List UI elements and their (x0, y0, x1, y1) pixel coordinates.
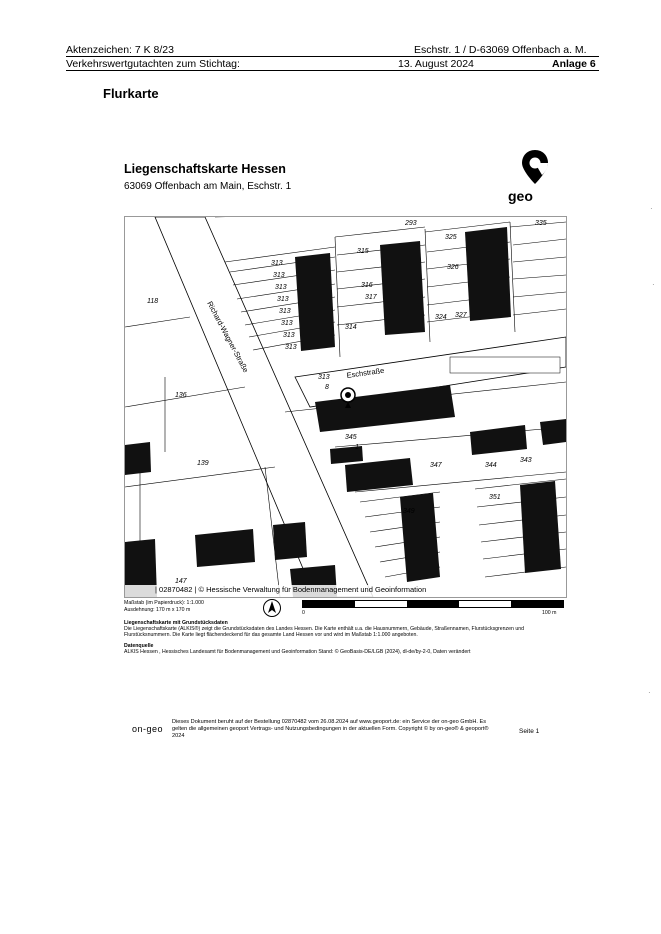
svg-text:313: 313 (279, 308, 291, 315)
report-date: 13. August 2024 (398, 58, 474, 70)
legend-heading: Liegenschaftskarte mit Grundstücksdaten (124, 620, 228, 626)
legend-body: Die Liegenschaftskarte (ALKIS®) zeigt die Grundstücksdaten des Landes Hessen. Die Karte enthält u.a. die Hausnummern, Gebäude, Straßennamen, Flurstücksgrenzen und Flurstücksnummern. Die Karte liegt flächendeckend für das gesamte Land Hessen vor und wird im Maßstab 1:1.000 angeboten. (124, 626, 525, 638)
svg-text:313: 313 (277, 296, 289, 303)
geo-logo-icon (520, 148, 550, 188)
svg-text:349: 349 (403, 508, 415, 515)
report-subject: Verkehrswertgutachten zum Stichtag: (66, 58, 240, 70)
scale-bar (302, 600, 564, 608)
svg-text:326: 326 (447, 264, 459, 271)
header-divider (66, 56, 599, 57)
svg-text:327: 327 (455, 312, 467, 319)
svg-text:335: 335 (535, 220, 547, 227)
svg-text:324: 324 (435, 314, 447, 321)
scale-zero: 0 (302, 610, 305, 616)
property-address: Eschstr. 1 / D-63069 Offenbach a. M. (414, 44, 587, 56)
svg-text:315: 315 (357, 248, 369, 255)
svg-text:351: 351 (489, 494, 501, 501)
svg-text:345: 345 (345, 434, 357, 441)
svg-text:313: 313 (273, 272, 285, 279)
doc-title: Liegenschaftskarte Hessen (124, 162, 286, 176)
svg-text:147: 147 (175, 578, 187, 585)
svg-text:Eschstraße: Eschstraße (346, 365, 385, 380)
extent-label: Ausdehnung: 170 m x 170 m (124, 607, 191, 613)
svg-text:347: 347 (430, 462, 442, 469)
scan-mark: · (652, 280, 655, 289)
svg-text:313: 313 (271, 260, 283, 267)
page-number: Seite 1 (519, 728, 540, 735)
svg-text:139: 139 (197, 460, 209, 467)
north-arrow-icon (262, 598, 282, 618)
svg-text:118: 118 (147, 298, 159, 305)
svg-text:313: 313 (285, 344, 297, 351)
svg-text:317: 317 (365, 294, 377, 301)
file-reference: Aktenzeichen: 7 K 8/23 (66, 44, 174, 56)
scale-label: Maßstab (im Papierdruck): 1:1.000 (124, 600, 204, 606)
doc-address: 63069 Offenbach am Main, Eschstr. 1 (124, 181, 292, 192)
geo-logo-text: geo (508, 188, 533, 204)
source-heading: Datenquelle (124, 643, 154, 649)
svg-text:136: 136 (175, 392, 187, 399)
map-copyright: | 02870482 | © Hessische Verwaltung für Bodenmanagement und Geoinformation (155, 585, 427, 594)
svg-text:313: 313 (283, 332, 295, 339)
svg-text:314: 314 (345, 324, 357, 331)
svg-text:8: 8 (325, 384, 329, 391)
svg-text:343: 343 (520, 457, 532, 464)
cadastral-map[interactable] (124, 216, 567, 598)
scan-mark: · (648, 688, 651, 697)
svg-text:325: 325 (445, 234, 457, 241)
svg-text:313: 313 (318, 374, 330, 381)
svg-text:344: 344 (485, 462, 497, 469)
svg-text:316: 316 (361, 282, 373, 289)
ongeo-logo: on-geo (132, 724, 164, 734)
scan-mark: · (650, 204, 653, 213)
svg-text:293: 293 (405, 220, 417, 227)
annex-label: Anlage 6 (552, 58, 596, 70)
source-text: ALKIS Hessen , Hessisches Landesamt für Bodenmanagement und Geoinformation Stand: © GeoBasis-DE/LGB (2024), dl-de/by-2-0, Daten verändert (124, 649, 471, 655)
svg-text:313: 313 (275, 284, 287, 291)
scale-end: 100 m (542, 610, 557, 616)
svg-text:Richard-Wagner-Straße: Richard-Wagner-Straße (205, 299, 251, 374)
page-title: Flurkarte (103, 86, 159, 101)
header-divider-bottom (66, 70, 599, 71)
svg-text:313: 313 (281, 320, 293, 327)
svg-text:1: 1 (355, 444, 359, 451)
footer-disclaimer: Dieses Dokument beruht auf der Bestellung 02870482 vom 26.08.2024 auf www.geoport.de: ein Service der on-geo GmbH. Es gelten die allgemeinen geoport Vertrags- und Nutzungsbedingungen in der aktuellen Form. Copyright © by on-geo® & geoport® 2024 (172, 719, 489, 739)
